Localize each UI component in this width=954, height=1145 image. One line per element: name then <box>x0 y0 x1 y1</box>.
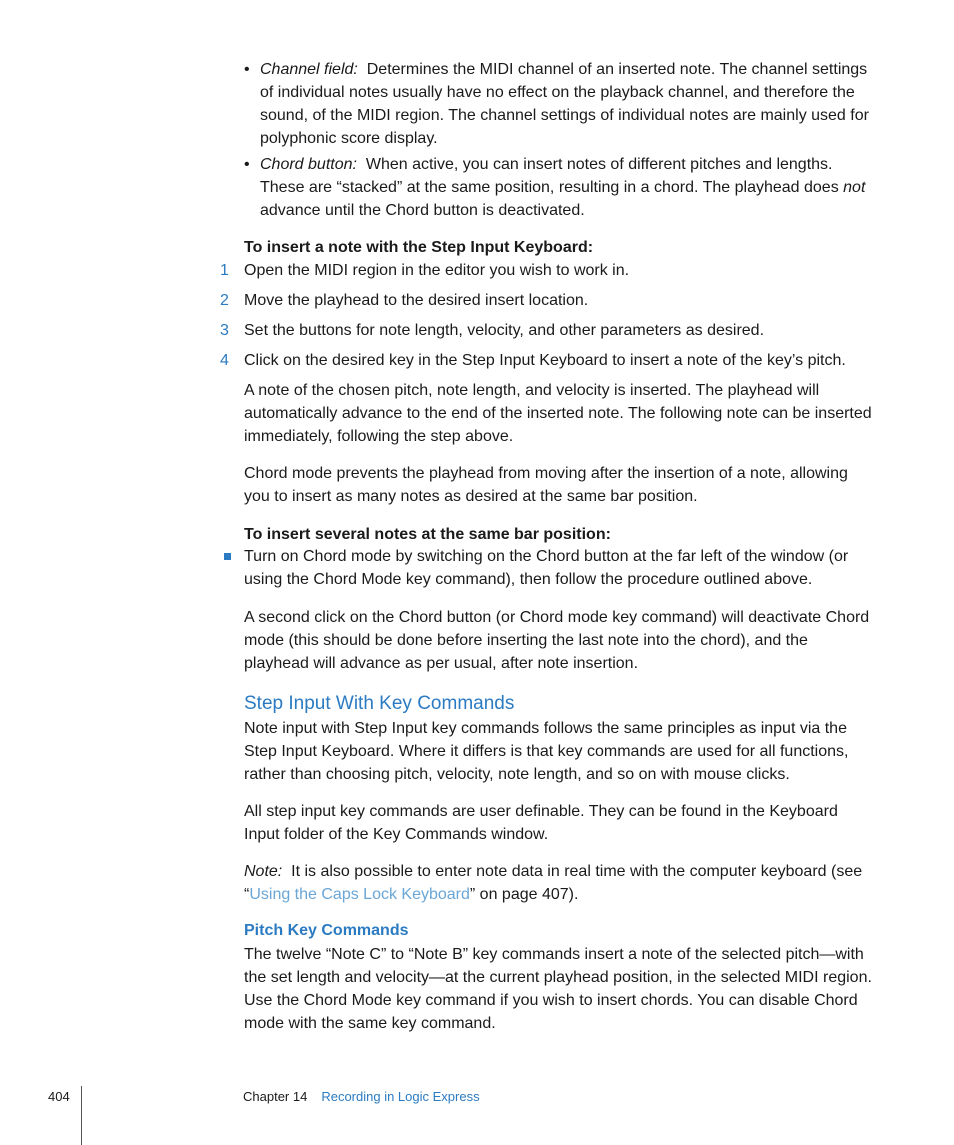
section-heading: Step Input With Key Commands <box>244 693 515 714</box>
footer-chapter <box>243 1089 480 1105</box>
step-4 <box>220 349 874 372</box>
chapter-title-link[interactable]: Recording in Logic Express <box>321 1089 480 1104</box>
term-chord-button: Chord button: <box>260 156 357 173</box>
step-1 <box>220 259 874 282</box>
paragraph-key-commands: Note input with Step Input key commands follows the same principles as input via the Step Input Keyboard. Where it differs is that key commands are used for all functions, rather than choosing pitch, velocity, note length, and so on with mouse clicks. <box>244 720 849 783</box>
subsection-heading: Pitch Key Commands <box>244 922 409 939</box>
bullet-text-before: When active, you can insert notes of different pitches and lengths. These are “stacked” at the same position, resulting in a chord. The playhead does <box>260 156 844 196</box>
note-label: Note: <box>244 863 283 880</box>
bullet-dot: • <box>244 156 250 173</box>
step-3 <box>220 319 874 342</box>
emphasis-not: not <box>843 179 866 196</box>
step-text: Click on the desired key in the Step Input Keyboard to insert a note of the key’s pitch. <box>244 352 846 369</box>
procedure-label-same-bar: To insert several notes at the same bar position: <box>244 526 611 543</box>
step-text: Move the playhead to the desired insert location. <box>244 292 589 309</box>
caps-lock-keyboard-link[interactable]: Using the Caps Lock Keyboard <box>249 886 470 903</box>
paragraph-chord-mode: Chord mode prevents the playhead from moving after the insertion of a note, allowing you to insert as many notes as desired at the same bar position. <box>244 465 848 505</box>
list-item-text: Turn on Chord mode by switching on the Chord button at the far left of the window (or using the Chord Mode key command), then follow the procedure outlined above. <box>244 548 849 588</box>
page-number: 404 <box>48 1089 70 1104</box>
footer-divider <box>81 1086 82 1145</box>
square-bullet-icon <box>224 553 231 560</box>
note-text-before: It is also possible to enter note data in real time with the computer keyboard (see “ <box>244 863 863 903</box>
paragraph-pitch-key-commands: The twelve “Note C” to “Note B” key commands insert a note of the selected pitch—with the set length and velocity—at the current playhead position, in the selected MIDI region. Use the Chord Mode key command if you wish to insert chords. You can disable Chord mode with the same key command. <box>244 946 872 1032</box>
step-number: 1 <box>220 262 229 279</box>
term-channel-field: Channel field: <box>260 61 358 78</box>
chapter-label: Chapter 14 <box>243 1089 308 1104</box>
paragraph-note-inserted: A note of the chosen pitch, note length, and velocity is inserted. The playhead will automatically advance to the end of the inserted note. The following note can be inserted immediately, following the step above. <box>244 382 872 445</box>
note-text-after: ” on page 407). <box>469 886 579 903</box>
step-number: 2 <box>220 292 229 309</box>
paragraph-second-click: A second click on the Chord button (or Chord mode key command) will deactivate Chord mode (this should be done before inserting the last note into the chord), and the playhead will advance as per usual, after note insertion. <box>244 609 870 672</box>
paragraph-user-definable: All step input key commands are user definable. They can be found in the Keyboard Input folder of the Key Commands window. <box>244 803 838 843</box>
bullet-dot: • <box>244 61 250 78</box>
step-number: 4 <box>220 352 229 369</box>
step-2 <box>220 289 874 312</box>
step-text: Set the buttons for note length, velocity, and other parameters as desired. <box>244 322 765 339</box>
bullet-chord-button <box>244 153 874 222</box>
note-paragraph <box>244 860 874 906</box>
step-number: 3 <box>220 322 229 339</box>
step-text: Open the MIDI region in the editor you wish to work in. <box>244 262 630 279</box>
procedure-label-step-input: To insert a note with the Step Input Keyboard: <box>244 239 594 256</box>
bullet-text: Determines the MIDI channel of an inserted note. The channel settings of individual notes usually have no effect on the playback channel, and therefore the sound, of the MIDI region. The channel settings of individual notes are mainly used for polyphonic score display. <box>260 61 869 147</box>
list-item-chord-mode <box>220 545 874 591</box>
bullet-channel-field <box>244 58 874 150</box>
bullet-text-after: advance until the Chord button is deactivated. <box>260 202 585 219</box>
